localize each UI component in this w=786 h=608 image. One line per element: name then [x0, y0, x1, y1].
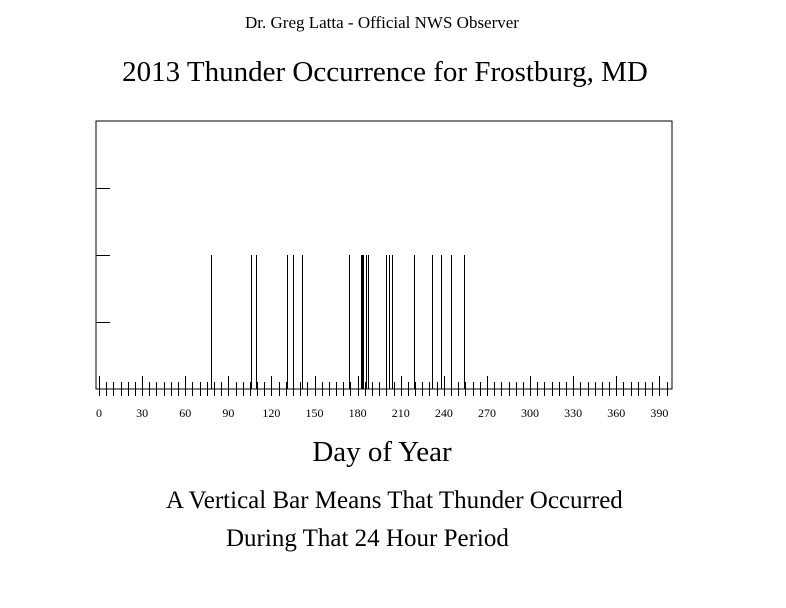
- x-axis-tick-label: 270: [477, 406, 496, 420]
- x-axis-tick-label: 30: [136, 406, 149, 420]
- observer-credit: Dr. Greg Latta - Official NWS Observer: [245, 13, 519, 32]
- legend-note-line-2: During That 24 Hour Period: [226, 525, 509, 552]
- plot-frame: [96, 121, 672, 389]
- x-axis-tick-label: 90: [222, 406, 235, 420]
- x-axis: [96, 376, 672, 420]
- x-axis-tick-label: 240: [434, 406, 453, 420]
- x-axis-tick-label: 180: [348, 406, 367, 420]
- y-axis-ticks: [96, 189, 110, 323]
- thunder-bars: [212, 255, 465, 389]
- x-axis-tick-label: 0: [96, 406, 102, 420]
- chart-title: 2013 Thunder Occurrence for Frostburg, MD: [122, 56, 648, 88]
- x-axis-tick-label: 150: [305, 406, 324, 420]
- x-axis-tick-label: 330: [564, 406, 583, 420]
- x-axis-tick-label: 390: [650, 406, 669, 420]
- x-axis-tick-label: 60: [179, 406, 192, 420]
- x-axis-tick-label: 120: [262, 406, 281, 420]
- x-axis-tick-labels: [96, 406, 668, 420]
- x-axis-tick-label: 360: [607, 406, 626, 420]
- x-axis-tick-label: 300: [521, 406, 540, 420]
- x-axis-label: Day of Year: [312, 436, 452, 468]
- legend-note-line-1: A Vertical Bar Means That Thunder Occurred: [166, 487, 623, 514]
- x-axis-tick-label: 210: [391, 406, 410, 420]
